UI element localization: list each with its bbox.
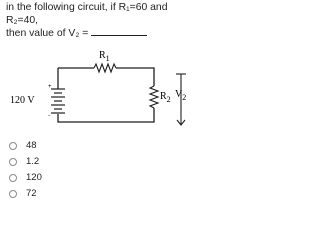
v2-label: $V_2$ bbox=[175, 89, 187, 102]
battery-plus: + bbox=[48, 84, 52, 90]
option-72[interactable] bbox=[9, 188, 37, 199]
option-48[interactable] bbox=[9, 140, 37, 151]
radio-button[interactable] bbox=[9, 158, 17, 166]
radio-button[interactable] bbox=[9, 142, 17, 150]
option-120[interactable] bbox=[9, 172, 42, 183]
battery bbox=[51, 89, 65, 113]
wire-left-bottom bbox=[58, 108, 154, 122]
option-label: 1.2 bbox=[26, 156, 40, 167]
source-voltage-label: 120 V bbox=[10, 95, 35, 106]
circuit-diagram bbox=[8, 44, 192, 132]
question-line-2: then value of V₂ = bbox=[6, 28, 89, 39]
r2-label: $R_2$ bbox=[160, 91, 171, 104]
option-label: 120 bbox=[26, 172, 42, 183]
r1-label: $R_1$ bbox=[99, 50, 110, 63]
option-label: 72 bbox=[26, 188, 37, 199]
radio-button[interactable] bbox=[9, 174, 17, 182]
option-1-2[interactable] bbox=[9, 156, 39, 167]
wire-top-right bbox=[116, 68, 154, 86]
resistor-r2 bbox=[150, 86, 158, 108]
resistor-r1 bbox=[94, 64, 116, 72]
radio-button[interactable] bbox=[9, 190, 17, 198]
option-label: 48 bbox=[26, 140, 37, 151]
question-line-1: in the following circuit, if R₁=60 and R₂=40, bbox=[6, 2, 168, 26]
answer-blank bbox=[91, 27, 147, 36]
question-text bbox=[6, 2, 196, 41]
battery-minus: - bbox=[48, 113, 50, 119]
